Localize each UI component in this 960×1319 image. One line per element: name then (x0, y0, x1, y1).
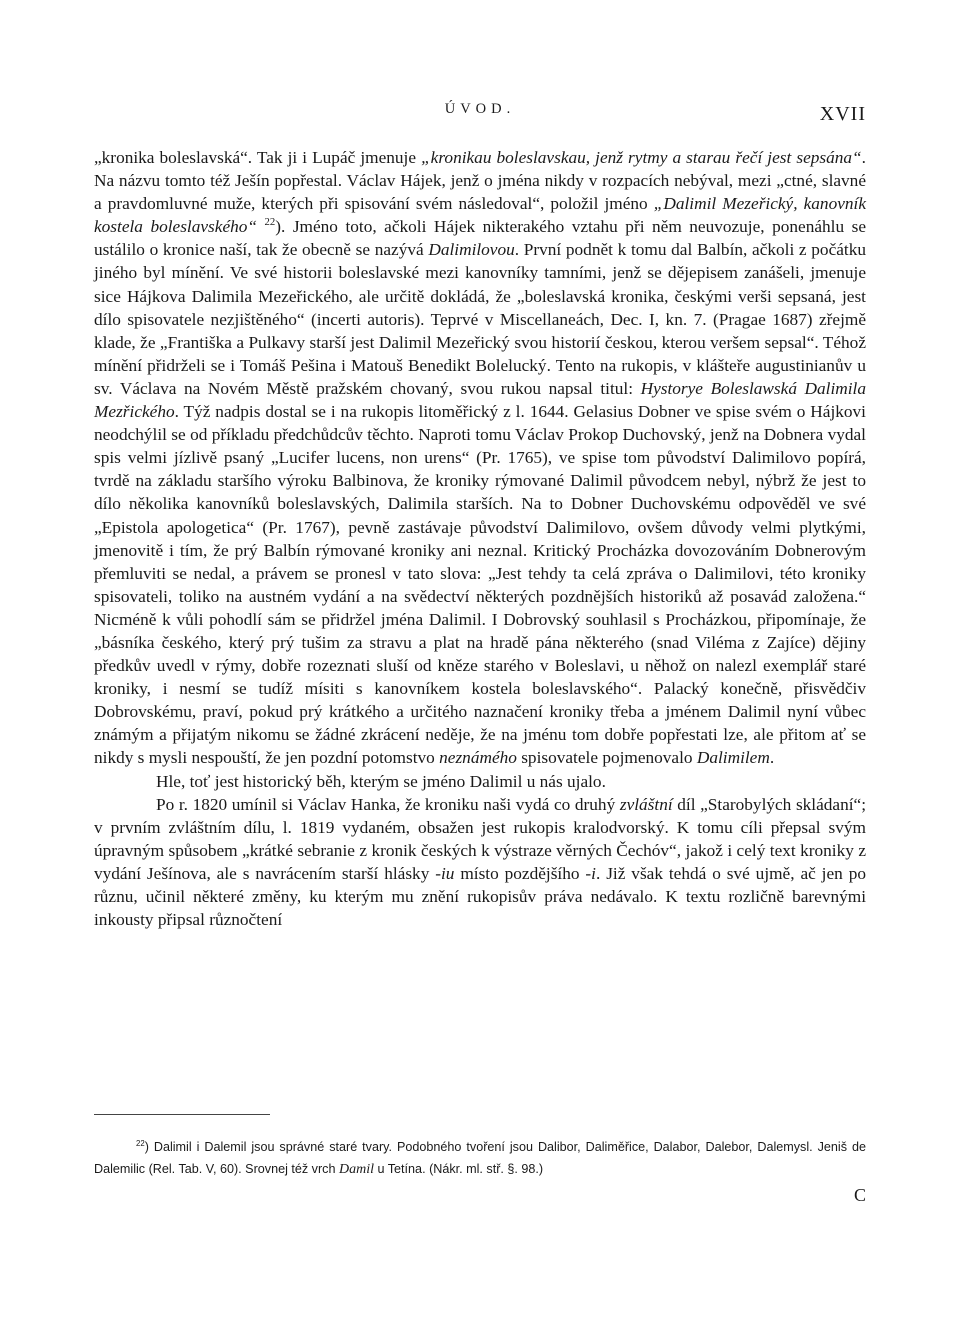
italic-text: Damil (338, 1162, 374, 1177)
text-run: . První podnět k tomu dal Balbín, ačkoli z počátku jiného byl mínění. Ve své historii boleslavské mezi kanovníky tamními, jenž se dějepisem zanášeli, jmenuje sice Hájkova Dalimila Mezeřického, ale určitě dokládá, že „boleslavská kronika, českými verši sepsaná, jest dílo spisovatele nezjištěného“ (incerti autoris). Teprvé v Miscellaneách, Dec. I, kn. 7. (Pragae 1687) zřejmě klade, že „Františka a Pulkavy starší jest Dalimil Mezeřický svou historií českou, kterou veršem sepsal“. Téhož mínění přidrželi se i Tomáš Pešina i Matouš Benedikt Bolelucký. Tento na rukopis, v klášteře augustinianův u sv. Václava na Novém Městě pražském chovaný, svou rukou napsal titul: (94, 240, 866, 398)
italic-text: Dalimilem (696, 748, 770, 768)
footnote-divider (94, 1114, 270, 1115)
footnote-ref: 22 (136, 1138, 145, 1148)
text-run: u Tetína. (Nákr. ml. stř. §. 98.) (373, 1162, 544, 1176)
text-run: místo pozdějšího (454, 863, 586, 883)
running-head: ÚVOD. (444, 101, 516, 117)
italic-text: zvláštní (619, 794, 673, 814)
paragraph (94, 793, 866, 932)
text-run: ) Dalimil i Dalemil jsou správné staré tvary. Podobného tvoření jsou Dalibor, Daliměřice, Dalabor, Dalebor, Dalemysl. Jeniš de Dalemilic (Rel. Tab. V, 60). Srovnej též vrch (94, 1140, 866, 1176)
text-run: . Týž nadpis dostal se i na rukopis litoměřický z l. 1644. Gelasius Dobner ve spise svém o Hájkovi neodchýlil se od příkladu předchůdcův těchto. Naproti tomu Václav Prokop Duchovský, jenž na Dobnera vydal spis velmi jízlivě psaný „Lucifer lucens, non urens“ (Pr. 1765), ve spise tom původství Dalimilovo popírá, tvrdě na základu staršího výroku Balbinova, že kroniky rýmované Dalimil původcem nebyl, nýbrž že jest to dílo několika kanovníků boleslavských, Dalimila starších. Na to Dobner Duchovskému odpověděl ve své „Epistola apologetica“ (Pr. 1767), pevně zastávaje původství Dalimilovo, ovšem důvody velmi plytkými, jmenovitě i tím, že prý Balbín rýmované kroniky ani neznal. Kritický Procházka dovozováním Dobnerovým přemluviti se nedal, a právem se pronesl v tato slova: „Jest tehdy ta celá zpráva o Dalimilovi, této kroniky spisovateli, toliko na austném vydání a na svědectví některých pozdnějších historiků až posavád založena.“ Nicméně k vůli pohodlí sám se přidržel jména Dalimil. I Dobrovský souhlasil s Procházkou, připomínaje, že „básníka českého, který prý tušim za stravu a plat na hradě pána některého (snad Viléma z Zajíce) dějiny předkův uvedl v rýmy, dobře rozeznati sluší od kněze starého v Boleslavi, u něhož on nalezl exemplář staré kroniky, i nesmí se tudíž mísiti s kanovníkem kostela boleslavského“. Palacký konečně, přisvědčiv Dobrovskému, praví, pokud prý krátkého a určitého naznačení kroniky třeba a jménem Dalimil nyní vůbec známým a přijatým nikomu se žádné zkrácení neděje, že na jménu tom dobře popřestati lze, ale přitom ať se nikdy s mysli nespouští, že jen pozdní potomstvo (94, 402, 866, 768)
italic-text: -i (585, 863, 596, 883)
italic-text: „kronikau boleslavskau, jenž rytmy a starau řečí jest sepsána“ (421, 148, 862, 167)
text-run (257, 217, 265, 236)
text-run: . Již však tehdá o své ujmě, ač jen po různu, učinil některé změny, ku kterým mu znění rukopisův práva nedávalo. K textu rozličně barevnými inkousty připsal různočtení (94, 863, 866, 930)
text-run: Hle, toť jest historický běh, kterým se jméno Dalimil u nás ujalo. (156, 771, 606, 791)
italic-text: „Dalimil Mezeřický, kanovník kostela boleslavského“ (94, 194, 866, 237)
paragraph (94, 146, 866, 770)
text-run: . Na názvu tomto též Ješín popřestal. Václav Hájek, jenž o jména nikdy v rozpacích nebýval, mezi „ctné, slavné a pravdomluvné muže, kterých při spisování svém následoval“, položil jméno (94, 148, 866, 214)
text-run: Po r. 1820 umínil si Václav Hanka, že kroniku naši vydá co druhý (156, 794, 620, 814)
text-run: díl „Starobylých skládaní“; v prvním zvláštním dílu, l. 1819 vydaném, obsažen jest rukopis kralodvorský. K tomu cíli přepsal svým úpravným spůsobem „krátké sebranie z kronik českých k výstraze věrných Čechóv“, jakož i celý text kroniky z vydání Ješínova, ale s navrácením starší hlásky (94, 794, 867, 883)
page-number: XVII (819, 103, 866, 125)
signature-mark: C (853, 1185, 866, 1205)
italic-text: -iu (435, 863, 455, 883)
body-text (94, 146, 866, 931)
paragraph (94, 770, 866, 793)
italic-text: neznámého (439, 748, 517, 768)
text-run: spisovatele pojmenovalo (516, 748, 697, 768)
text-run: „kronika boleslavská“. Tak ji i Lupáč jmenuje (94, 148, 422, 167)
footnote-ref: 22 (264, 216, 276, 229)
text-run: . (769, 748, 775, 768)
italic-text: Dalimilovou (428, 240, 515, 260)
text-run: ). Jméno toto, ačkoli Hájek nikterakého vztahu při něm neuvozuje, ponenáhlu se ustálilo o kronice naší, tak že obecně se nazývá (94, 217, 866, 260)
italic-text: Hystorye Boleslawská Dalimila Mezřického (94, 378, 866, 422)
footnote (94, 1136, 866, 1181)
